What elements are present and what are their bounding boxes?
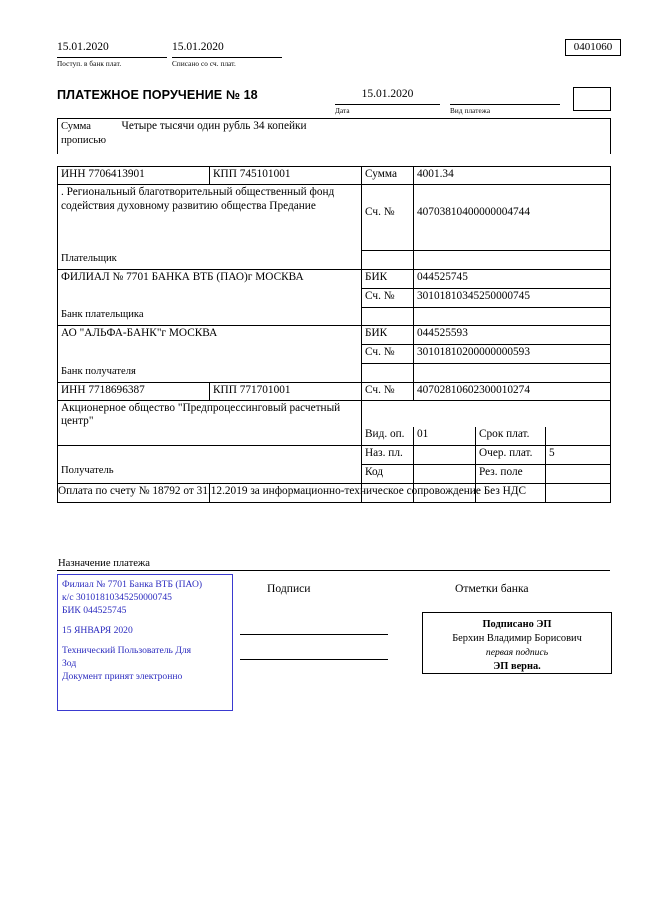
payee-account-label: Сч. №: [362, 382, 414, 400]
payer-cap-pad1: [362, 251, 414, 270]
sum-value: 4001.34: [414, 167, 611, 185]
payee-bik-label: БИК: [362, 326, 414, 345]
payee-bik-value: 044525593: [414, 326, 611, 345]
payer-bank-name: ФИЛИАЛ № 7701 БАНКА ВТБ (ПАО)г МОСКВА: [58, 269, 362, 307]
form-code: 0401060: [565, 39, 621, 56]
payer-inn-cell: [58, 167, 210, 185]
payee-bank-cap-pad1: [362, 364, 414, 383]
date-written-off-underline: [172, 57, 282, 58]
term-value: [546, 427, 611, 446]
signature-line-1: [240, 634, 388, 635]
page-title: ПЛАТЕЖНОЕ ПОРУЧЕНИЕ № 18: [57, 88, 258, 102]
code-value: [414, 464, 476, 483]
op-kind-label: Вид. оп.: [362, 427, 414, 446]
amount-words-block: [57, 118, 611, 154]
reserve-label: Рез. поле: [476, 464, 546, 483]
priority-value: 5: [546, 445, 611, 464]
payee-bank-cap-pad2: [414, 364, 611, 383]
payment-kind-underline: [450, 104, 560, 105]
date-received-label: Поступ. в банк плат.: [57, 60, 122, 68]
amount-words-label-2: прописью: [61, 134, 107, 146]
payee-inn-cell: [58, 382, 210, 400]
signature-line-2: [240, 659, 388, 660]
payee-inn-value: 7718696387: [88, 383, 145, 396]
stamp-line-3: БИК 044525745: [62, 605, 127, 616]
priority-label: Очер. плат.: [476, 445, 546, 464]
payment-kind-box: [573, 87, 611, 111]
reserve-value: [546, 464, 611, 483]
amount-words-label-1: Сумма: [61, 121, 91, 132]
payee-inn-label: ИНН: [61, 383, 86, 396]
date-written-off-value: 15.01.2020: [172, 41, 224, 53]
payee-account-value: 40702810602300010274: [414, 382, 611, 400]
payer-inn-value: 7706413901: [88, 168, 145, 180]
stamp-line-7: Документ принят электронно: [62, 671, 183, 682]
purpose-code-label: Наз. пл.: [362, 445, 414, 464]
payee-bank-account-value: 30101810200000000593: [414, 345, 611, 364]
payee-kpp-cell: [210, 382, 362, 400]
purpose-code-value: [414, 445, 476, 464]
payer-account-label: [362, 185, 414, 206]
bank-marks-caption: Отметки банка: [455, 582, 529, 595]
stamp-line-1: Филиал № 7701 Банка ВТБ (ПАО): [62, 579, 203, 590]
date-received-value: 15.01.2020: [57, 41, 109, 53]
purpose-text: Оплата по счету № 18792 от 31.12.2019 за информационно-техническое сопровождение Без НДС: [58, 485, 527, 497]
payer-bik-value: 044525745: [414, 269, 611, 288]
order-date-label: Дата: [335, 107, 350, 115]
payer-account-label-cell: Сч. №: [362, 205, 414, 225]
payee-name-pad: [362, 400, 611, 427]
signature-verified: ЭП верна.: [493, 661, 541, 672]
payer-cap-pad2: [414, 251, 611, 270]
term-label: Срок плат.: [476, 427, 546, 446]
payer-kpp-label: КПП: [213, 168, 237, 180]
purpose-caption: Назначение платежа: [58, 558, 150, 569]
payer-name: . Региональный благотворительный общественный фонд содействия духовному развитию общества Предание: [58, 185, 362, 251]
signature-order: первая подпись: [485, 647, 549, 658]
payer-kpp-value: 745101001: [239, 168, 291, 180]
payee-bank-name: АО "АЛЬФА-БАНК"г МОСКВА: [58, 326, 362, 364]
stamp-line-5: Технический Пользователь Для: [62, 645, 192, 656]
payer-account-spacer: [414, 185, 611, 206]
payment-kind-label: Вид платежа: [450, 107, 491, 115]
date-written-off-label: Списано со сч. плат.: [172, 60, 236, 68]
bank-electronic-stamp: [57, 574, 233, 711]
payer-bank-account-label: Сч. №: [362, 288, 414, 307]
payee-kpp-label: КПП: [213, 383, 237, 396]
payer-account-value: 40703810400000004744: [414, 205, 611, 225]
amount-words-value: Четыре тысячи один рубль 34 копейки: [119, 119, 611, 155]
payee-name: Акционерное общество "Предпроцессинговый расчетный центр": [58, 400, 362, 445]
payer-inn-label: ИНН: [61, 168, 86, 180]
payee-caption: Получатель: [61, 464, 114, 476]
payer-account-pad: [362, 225, 414, 251]
purpose-underline: [57, 570, 610, 571]
signed-title: Подписано ЭП: [482, 619, 552, 630]
payer-bank-account-value: 30101810345250000745: [414, 288, 611, 307]
payer-bank-caption: Банк плательщика: [58, 307, 362, 326]
payer-bank-cap-pad2: [414, 307, 611, 326]
payee-bank-caption: Банк получателя: [58, 364, 362, 383]
payer-account-pad2: [414, 225, 611, 251]
stamp-line-4: 15 ЯНВАРЯ 2020: [62, 625, 133, 636]
main-requisites-table: [57, 166, 611, 503]
payee-caption-cell: [58, 445, 362, 483]
date-received-underline: [57, 57, 167, 58]
code-label: Код: [362, 464, 414, 483]
stamp-line-2: к/с 30101810345250000745: [62, 592, 172, 603]
order-date-value: 15.01.2020: [361, 88, 414, 100]
payer-kpp-cell: [210, 167, 362, 185]
payee-kpp-value: 771701001: [239, 383, 291, 396]
signatures-caption: Подписи: [267, 582, 311, 595]
sum-label: Сумма: [362, 167, 414, 185]
op-kind-value: 01: [414, 427, 476, 446]
payer-bank-cap-pad1: [362, 307, 414, 326]
payer-bik-label: БИК: [362, 269, 414, 288]
payer-caption: Плательщик: [58, 251, 362, 270]
payee-bank-account-label: Сч. №: [362, 345, 414, 364]
order-date-underline: [335, 104, 440, 105]
signer-name: Берхин Владимир Борисович: [452, 633, 582, 644]
stamp-line-6: Зод: [62, 658, 77, 669]
electronic-signature-box: [422, 612, 612, 674]
